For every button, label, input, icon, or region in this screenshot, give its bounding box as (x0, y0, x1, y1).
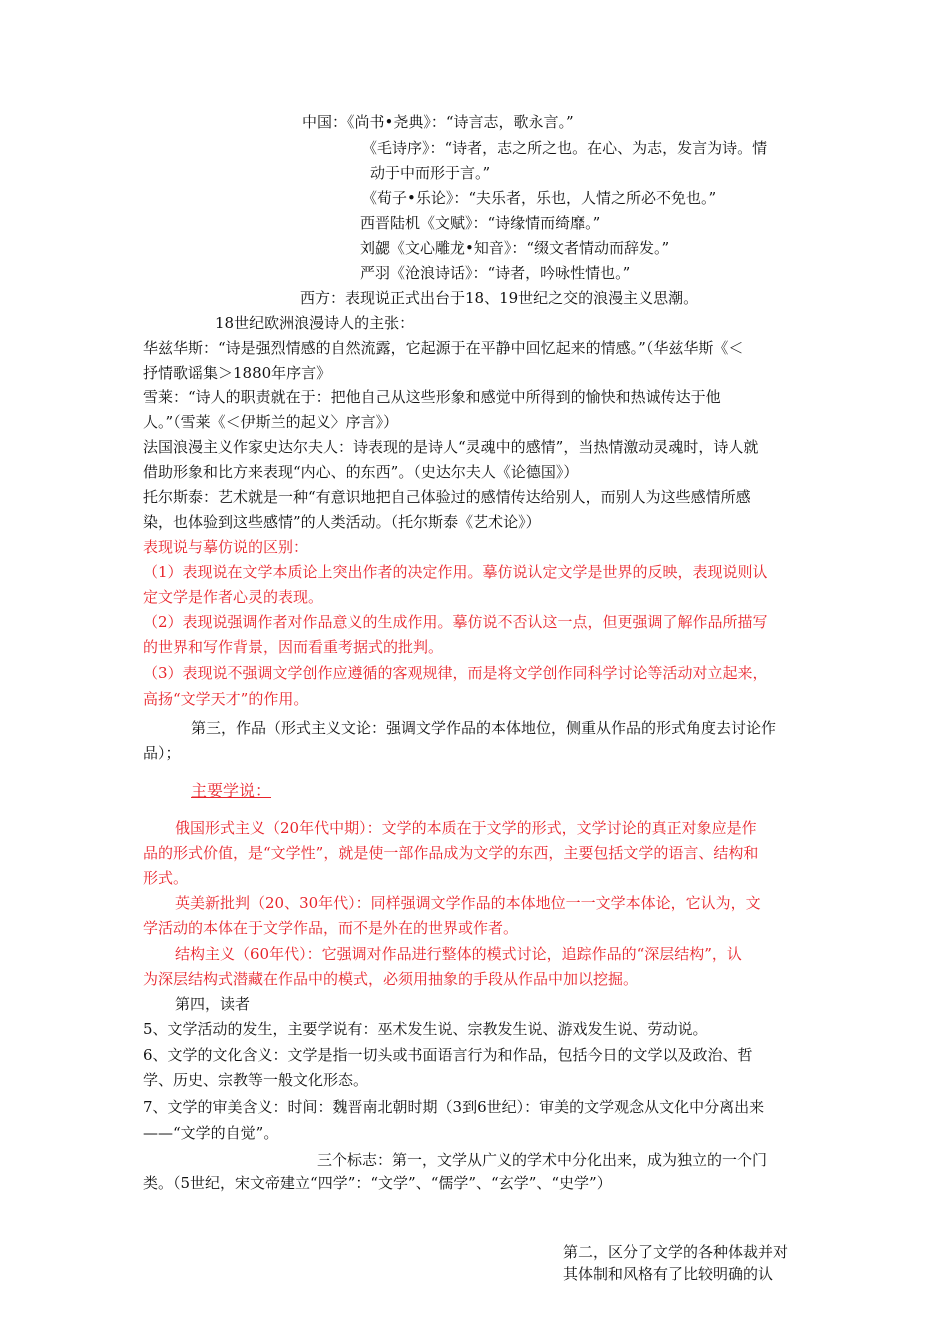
china-line-4: 西晋陆机《文赋》：“诗缘情而绮靡。” (360, 214, 601, 232)
shelley-line-a: 雪莱：“诗人的职责就在于：把他自己从这些形象和感觉中所得到的愉快和热诚传达于他 (143, 388, 721, 406)
third-line-a: 第三，作品（形式主义文论：强调文学作品的本体地位，侧重从作品的形式角度去讨论作 (191, 719, 777, 737)
china-line-5: 刘勰《文心雕龙•知音》：“缀文者情动而辞发。” (360, 239, 670, 257)
china-line-2b: 动于中而形于言。” (370, 164, 491, 182)
romantic-heading: 18世纪欧洲浪漫诗人的主张： (215, 314, 415, 332)
newcrit-line-b: 学活动的本体在于文学作品，而不是外在的世界或作者。 (143, 919, 519, 937)
item-6a: 6、文学的文化含义：文学是指一切头或书面语言行为和作品，包括今日的文学以及政治、哲 (143, 1046, 753, 1064)
second-line-a: 第二，区分了文学的各种体裁并对 (563, 1243, 789, 1261)
west-line: 西方：表现说正式出台于18、19世纪之交的浪漫主义思潮。 (300, 289, 699, 307)
item-5: 5、文学活动的发生，主要学说有：巫术发生说、宗教发生说、游戏发生说、劳动说。 (143, 1020, 708, 1038)
tolstoy-line-a: 托尔斯泰：艺术就是一种“有意识地把自己体验过的感情传达给别人，而别人为这些感情所感 (143, 488, 751, 506)
china-line-1: 中国：《尚书•尧典》：“诗言志，歌永言。” (302, 113, 574, 131)
fourth-line: 第四，读者 (175, 995, 251, 1013)
diff-point-3b: 高扬“文学天才”的作用。 (143, 690, 309, 708)
item-7b: ——“文学的自觉”。 (143, 1124, 279, 1142)
russian-line-c: 形式。 (143, 869, 189, 887)
wordsworth-line-a: 华兹华斯：“诗是强烈情感的自然流露，它起源于在平静中回忆起来的情感。”（华兹华斯《＜ (143, 339, 744, 357)
china-line-3: 《荀子•乐论》：“夫乐者，乐也，人情之所必不免也。” (362, 189, 717, 207)
diff-point-2b: 的世界和写作背景，因而看重考据式的批判。 (143, 638, 444, 656)
item-6b: 学、历史、宗教等一般文化形态。 (143, 1071, 369, 1089)
item-7a: 7、文学的审美含义：时间：魏晋南北朝时期（3到6世纪）：审美的文学观念从文化中分离出来 (143, 1098, 765, 1116)
second-line-b: 其体制和风格有了比较明确的认 (563, 1265, 774, 1283)
structuralism-line-a: 结构主义（60年代）：它强调对作品进行整体的模式讨论，追踪作品的“深层结构”，认 (175, 945, 742, 963)
russian-line-b: 品的形式价值，是“文学性”，就是使一部作品成为文学的东西，主要包括文学的语言、结构和 (143, 844, 759, 862)
russian-line-a: 俄国形式主义（20年代中期）：文学的本质在于文学的形式，文学讨论的真正对象应是作 (175, 819, 757, 837)
diff-point-1b: 定文学是作者心灵的表现。 (143, 588, 324, 606)
wordsworth-line-b: 抒情歌谣集＞1880年序言》 (143, 364, 332, 382)
main-theories-heading: 主要学说： (191, 781, 272, 800)
structuralism-line-b: 为深层结构式潜藏在作品中的模式，必须用抽象的手段从作品中加以挖掘。 (143, 970, 639, 988)
china-line-2a: 《毛诗序》：“诗者，志之所之也。在心、为志，发言为诗。情 (362, 139, 768, 157)
signs-line-a: 三个标志：第一，文学从广义的学术中分化出来，成为独立的一个门 (317, 1151, 768, 1169)
china-line-6: 严羽《沧浪诗话》：“诗者，吟咏性情也。” (360, 264, 631, 282)
third-line-b: 品）； (143, 744, 181, 762)
stael-line-a: 法国浪漫主义作家史达尔夫人：诗表现的是诗人“灵魂中的感情”，当热情激动灵魂时，诗人就 (143, 438, 759, 456)
signs-line-b: 类。（5世纪，宋文帝建立“四学”：“文学”、“儒学”、“玄学”、“史学”） (143, 1174, 612, 1192)
tolstoy-line-b: 染，也体验到这些感情”的人类活动。（托尔斯泰《艺术论》） (143, 513, 541, 531)
stael-line-b: 借助形象和比方来表现“内心、的东西”。（史达尔夫人《论德国》） (143, 463, 579, 481)
newcrit-line-a: 英美新批判（20、30年代）：同样强调文学作品的本体地位一一文学本体论，它认为，文 (175, 894, 761, 912)
diff-point-3a: （3）表现说不强调文学创作应遵循的客观规律，而是将文学创作同科学讨论等活动对立起来， (143, 664, 768, 682)
diff-point-2a: （2）表现说强调作者对作品意义的生成作用。摹仿说不否认这一点，但更强调了解作品所描写 (143, 613, 768, 631)
diff-point-1a: （1）表现说在文学本质论上突出作者的决定作用。摹仿说认定文学是世界的反映，表现说则认 (143, 563, 768, 581)
diff-heading: 表现说与摹仿说的区别： (143, 538, 309, 556)
shelley-line-b: 人。”（雪莱《＜伊斯兰的起义〉序言》） (143, 413, 399, 431)
